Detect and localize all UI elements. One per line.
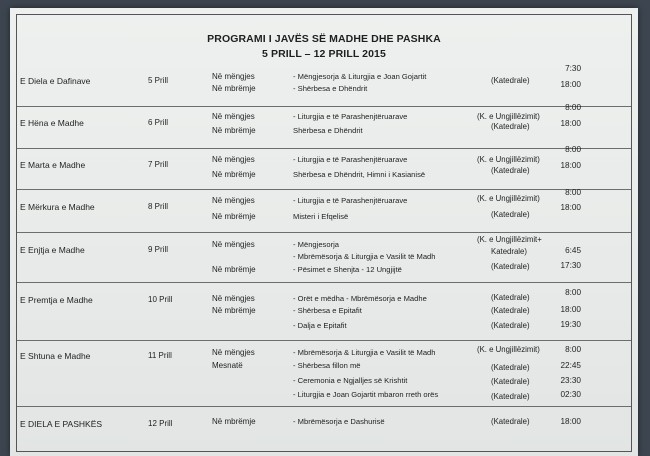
- page-subtitle: 5 PRILL – 12 PRILL 2015: [262, 48, 386, 60]
- row-divider: [17, 189, 631, 190]
- event-description: - Mëngjesorja: [293, 240, 340, 249]
- event-description: - Pësimet e Shenjta - 12 Ungjijtë: [293, 265, 402, 274]
- event-time: 18:00: [560, 203, 581, 212]
- event-description: - Dalja e Epitafit: [293, 321, 347, 330]
- time-of-day: Në mëngjes: [212, 72, 255, 81]
- event-description: - Shërbesa e Epitafit: [293, 306, 362, 315]
- time-of-day: Në mbrëmje: [212, 126, 256, 135]
- event-time: 19:30: [560, 320, 581, 329]
- day-date: 11 Prill: [148, 351, 172, 360]
- event-location: (Katedrale): [491, 166, 530, 175]
- event-description: - Mbrëmësorja & Liturgjia e Vasilit të Madh: [293, 252, 436, 261]
- event-description: - Mëngjesorja & Liturgjia e Joan Gojartit: [293, 72, 427, 81]
- event-time: 8:00: [565, 103, 581, 112]
- time-of-day: Në mbrëmje: [212, 265, 256, 274]
- day-date: 12 Prill: [148, 419, 173, 428]
- time-of-day: Në mëngjes: [212, 294, 255, 303]
- event-location: (Katedrale): [491, 377, 530, 386]
- event-location: (Katedrale): [491, 417, 530, 426]
- event-description: - Liturgjia e të Parashenjtëruarave: [293, 196, 408, 205]
- event-time: 8:00: [565, 345, 581, 354]
- event-location: (K. e Ungjillëzimit): [477, 194, 540, 203]
- event-location: (Katedrale): [491, 306, 530, 315]
- day-name: E Mërkura e Madhe: [20, 202, 95, 212]
- event-time: 18:00: [560, 417, 581, 426]
- event-time: 18:00: [560, 119, 581, 128]
- time-of-day: Në mbrëmje: [212, 212, 256, 221]
- event-time: 17:30: [560, 261, 581, 270]
- event-description: - Orët e mëdha - Mbrëmësorja e Madhe: [293, 294, 427, 303]
- day-name: E Premtja e Madhe: [20, 295, 93, 305]
- event-description: - Liturgjia e të Parashenjtëruarave: [293, 155, 408, 164]
- time-of-day: Në mbrëmje: [212, 84, 256, 93]
- event-description: - Ceremonia e Ngjalljes së Krishtit: [293, 376, 408, 385]
- time-of-day: Në mëngjes: [212, 112, 255, 121]
- day-date: 7 Prill: [148, 160, 169, 169]
- row-divider: [17, 232, 631, 233]
- event-description: Shërbesa e Dhëndrit, Himni i Kasianisë: [293, 170, 426, 179]
- event-location: (K. e Ungjillëzimit): [477, 112, 540, 121]
- event-location: (Katedrale): [491, 262, 530, 271]
- event-location: (K. e Ungjillëzimit+: [477, 235, 542, 244]
- event-description: - Mbrëmësorja e Dashurisë: [293, 417, 385, 426]
- day-name: E Marta e Madhe: [20, 160, 86, 170]
- time-of-day: Në mëngjes: [212, 196, 255, 205]
- event-description: Misteri i Efqelisë: [293, 212, 349, 221]
- time-of-day: Në mëngjes: [212, 348, 255, 357]
- event-location: (Katedrale): [491, 293, 530, 302]
- event-time: 6:45: [565, 246, 581, 255]
- day-date: 5 Prill: [148, 76, 169, 85]
- time-of-day: Në mëngjes: [212, 240, 255, 249]
- row-divider: [17, 340, 631, 341]
- event-description: - Liturgjia e të Parashenjtëruarave: [293, 112, 408, 121]
- event-time: 18:00: [560, 305, 581, 314]
- event-time: 23:30: [560, 376, 581, 385]
- day-date: 6 Prill: [148, 118, 169, 127]
- day-date: 8 Prill: [148, 202, 169, 211]
- event-location: (K. e Ungjillëzimit): [477, 345, 540, 354]
- event-description: - Shërbesa e Dhëndrit: [293, 84, 368, 93]
- event-time: 18:00: [560, 80, 581, 89]
- day-date: 10 Prill: [148, 295, 173, 304]
- event-time: 22:45: [560, 361, 581, 370]
- event-time: 18:00: [560, 161, 581, 170]
- event-description: Shërbesa e Dhëndrit: [293, 126, 363, 135]
- event-description: - Liturgjia e Joan Gojartit mbaron rreth orës: [293, 390, 439, 399]
- event-location: (K. e Ungjillëzimit): [477, 155, 540, 164]
- day-name: E Hëna e Madhe: [20, 118, 84, 128]
- event-time: 7:30: [565, 64, 581, 73]
- day-name: E Diela e Dafinave: [20, 76, 91, 86]
- row-divider: [17, 406, 631, 407]
- time-of-day: Në mbrëmje: [212, 417, 256, 426]
- event-location: (Katedrale): [491, 122, 530, 131]
- event-time: 8:00: [565, 288, 581, 297]
- day-name: E Enjtja e Madhe: [20, 245, 85, 255]
- row-divider: [17, 282, 631, 283]
- event-time: 8:00: [565, 145, 581, 154]
- day-name: E Shtuna e Madhe: [20, 351, 91, 361]
- event-description: - Mbrëmësorja & Liturgjia e Vasilit të Madh: [293, 348, 436, 357]
- time-of-day: Në mëngjes: [212, 155, 255, 164]
- schedule-sheet: [10, 8, 638, 456]
- event-time: 8:00: [565, 188, 581, 197]
- time-of-day: Në mbrëmje: [212, 170, 256, 179]
- event-location: (Katedrale): [491, 321, 530, 330]
- event-description: - Shërbesa fillon më: [293, 361, 361, 370]
- time-of-day: Mesnatë: [212, 361, 243, 370]
- event-time: 02:30: [560, 390, 581, 399]
- day-name: E DIELA E PASHKËS: [20, 419, 103, 429]
- event-location: (Katedrale): [491, 76, 530, 85]
- event-location: (Katedrale): [491, 210, 530, 219]
- page-title: PROGRAMI I JAVËS SË MADHE DHE PASHKA: [207, 33, 441, 45]
- row-divider: [17, 148, 631, 149]
- event-location: (Katedrale): [491, 363, 530, 372]
- event-location: (Katedrale): [491, 392, 530, 401]
- event-location: Katedrale): [491, 247, 527, 256]
- time-of-day: Në mbrëmje: [212, 306, 256, 315]
- day-date: 9 Prill: [148, 245, 169, 254]
- row-divider: [17, 106, 631, 107]
